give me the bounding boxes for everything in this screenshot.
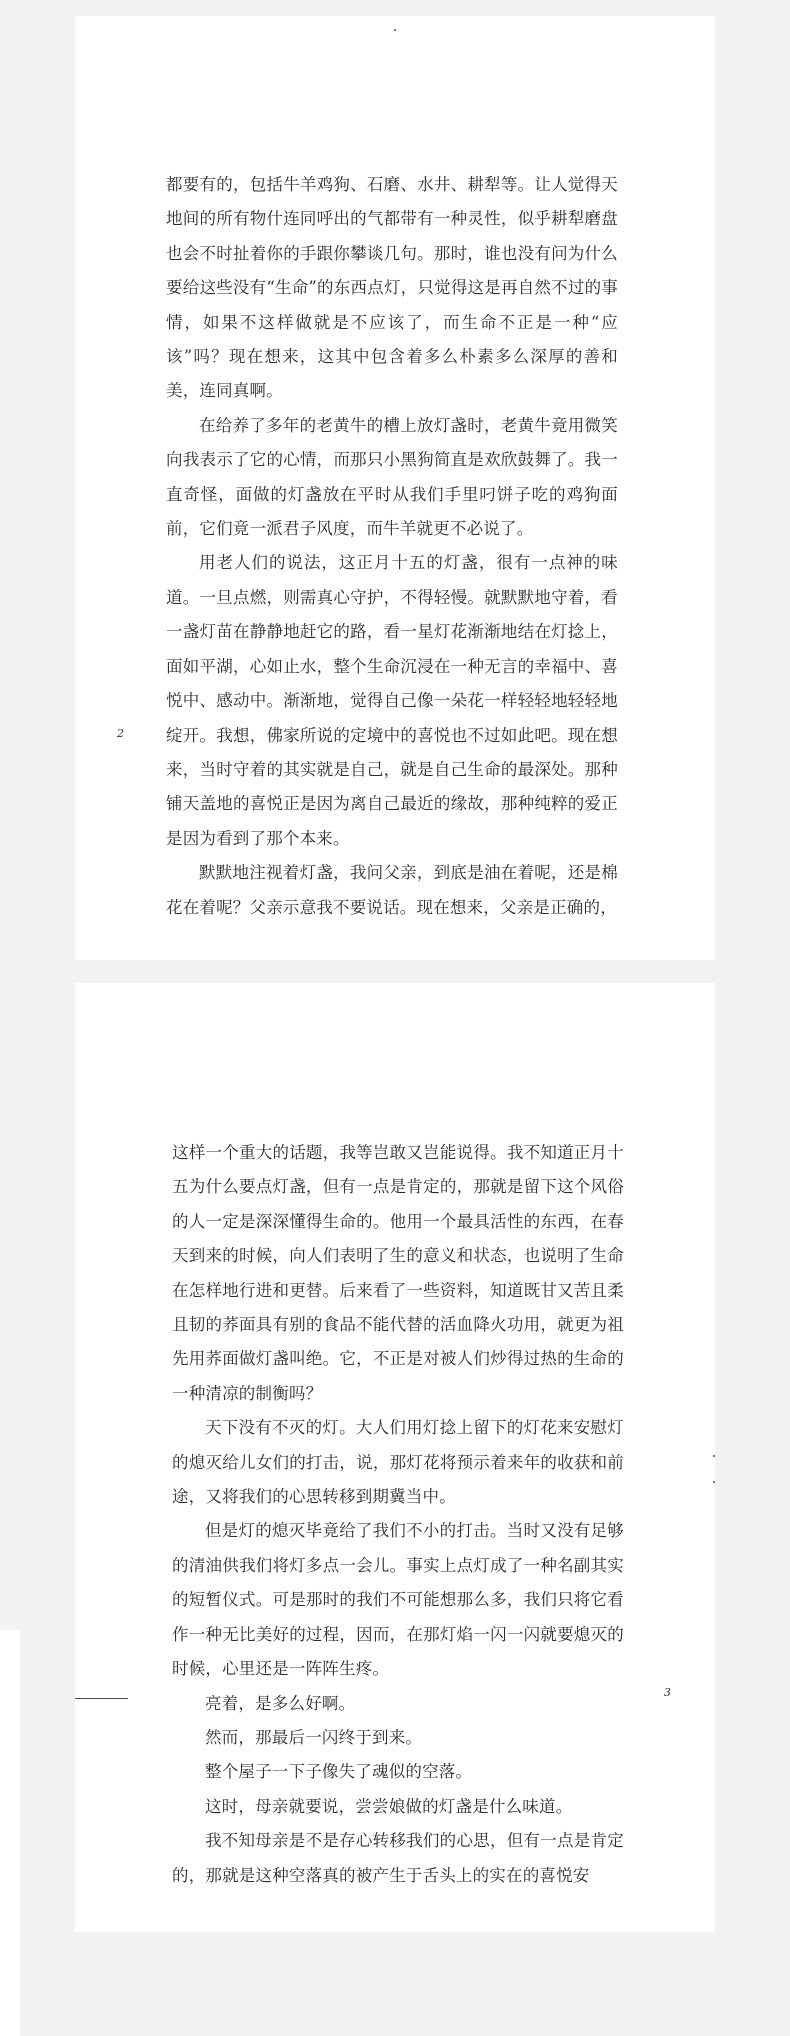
page-body [172,1136,624,1893]
paragraph: 这样一个重大的话题，我等岂敢又岂能说得。我不知道正月十五为什么要点灯盏，但有一点是肯定的，那就是留下这个风俗的人一定是深深懂得生命的。他用一个最具活性的东西，在春天到来的时候，向人们表明了生的意义和状态，也说明了生命在怎样地行进和更替。后来看了一些资料，知道既甘又苦且柔且韧的荞面具有别的食品不能代替的活血降火功用，就更为祖先用荞面做灯盏叫绝。它，不正是对被人们炒得过热的生命的一种清凉的制衡吗？ [172,1143,624,1403]
page-mark [394,29,396,31]
paragraph: 整个屋子一下子像失了魂似的空落。 [205,1762,473,1782]
margin-band [0,1630,20,2036]
paragraph: 我不知母亲是不是存心转移我们的心思，但有一点是肯定的，那就是这种空落真的被产生于舌头上的实在的喜悦安 [172,1831,624,1885]
paragraph: 都要有的，包括牛羊鸡狗、石磨、水井、耕犁等。让人觉得天地间的所有物什连同呼出的气都带有一种灵性，似乎耕犁磨盘也会不时扯着你的手跟你攀谈几句。那时，谁也没有问为什么要给这些没有“生命”的东西点灯，只觉得这是再自然不过的事情，如果不这样做就是不应该了，而生命不正是一种“应该”吗？现在想来，这其中包含着多么朴素多么深厚的善和美，连同真啊。 [166,175,618,401]
paragraph: 用老人们的说法，这正月十五的灯盏，很有一点神的味道。一旦点燃，则需真心守护，不得轻慢。就默默地守着，看一盏灯苗在静静地赶它的路，看一星灯花渐渐地结在灯捻上，面如平湖，心如止水，整个生命沉浸在一种无言的幸福中、喜悦中、感动中。渐渐地，觉得自己像一朵花一样轻轻地轻轻地绽开。我想，佛家所说的定境中的喜悦也不过如此吧。现在想来，当时守着的其实就是自己，就是自己生命的最深处。那种铺天盖地的喜悦正是因为离自己最近的缘故，那种纯粹的爱正是因为看到了那个本来。 [166,553,618,848]
paragraph: 这时，母亲就要说，尝尝娘做的灯盏是什么味道。 [205,1796,573,1816]
paragraph: 亮着，是多么好啊。 [205,1693,356,1713]
page-3 [75,983,715,1932]
paragraph: 但是灯的熄灭毕竟给了我们不小的打击。当时又没有足够的清油供我们将灯多点一会儿。事实上点灯成了一种名副其实的短暂仪式。可是那时的我们不可能想那么多，我们只将它看作一种无比美好的过程，因而，在那灯焰一闪一闪就要熄灭的时候，心里还是一阵阵生疼。 [172,1521,624,1679]
margin-rule [75,1698,128,1699]
paragraph: 在给养了多年的老黄牛的槽上放灯盏时，老黄牛竟用微笑向我表示了它的心情，而那只小黑狗简直是欢欣鼓舞了。我一直奇怪，面做的灯盏放在平时从我们手里叼饼子吃的鸡狗面前，它们竟一派君子风度，而牛羊就更不必说了。 [166,415,618,539]
page-number: 3 [664,1686,671,1699]
page-body [166,168,618,925]
page-mark [713,1481,715,1483]
page-number: 2 [117,727,124,740]
paragraph: 天下没有不灭的灯。大人们用灯捻上留下的灯花来安慰灯的熄灭给儿女们的打击，说，那灯花将预示着来年的收获和前途，又将我们的心思转移到期冀当中。 [172,1418,624,1507]
page-mark [713,1455,715,1457]
paragraph: 默默地注视着灯盏，我问父亲，到底是油在着呢，还是棉花在着呢？父亲示意我不要说话。现在想来，父亲是正确的， [166,863,618,917]
page-2 [75,16,715,960]
paragraph: 然而，那最后一闪终于到来。 [205,1727,423,1747]
